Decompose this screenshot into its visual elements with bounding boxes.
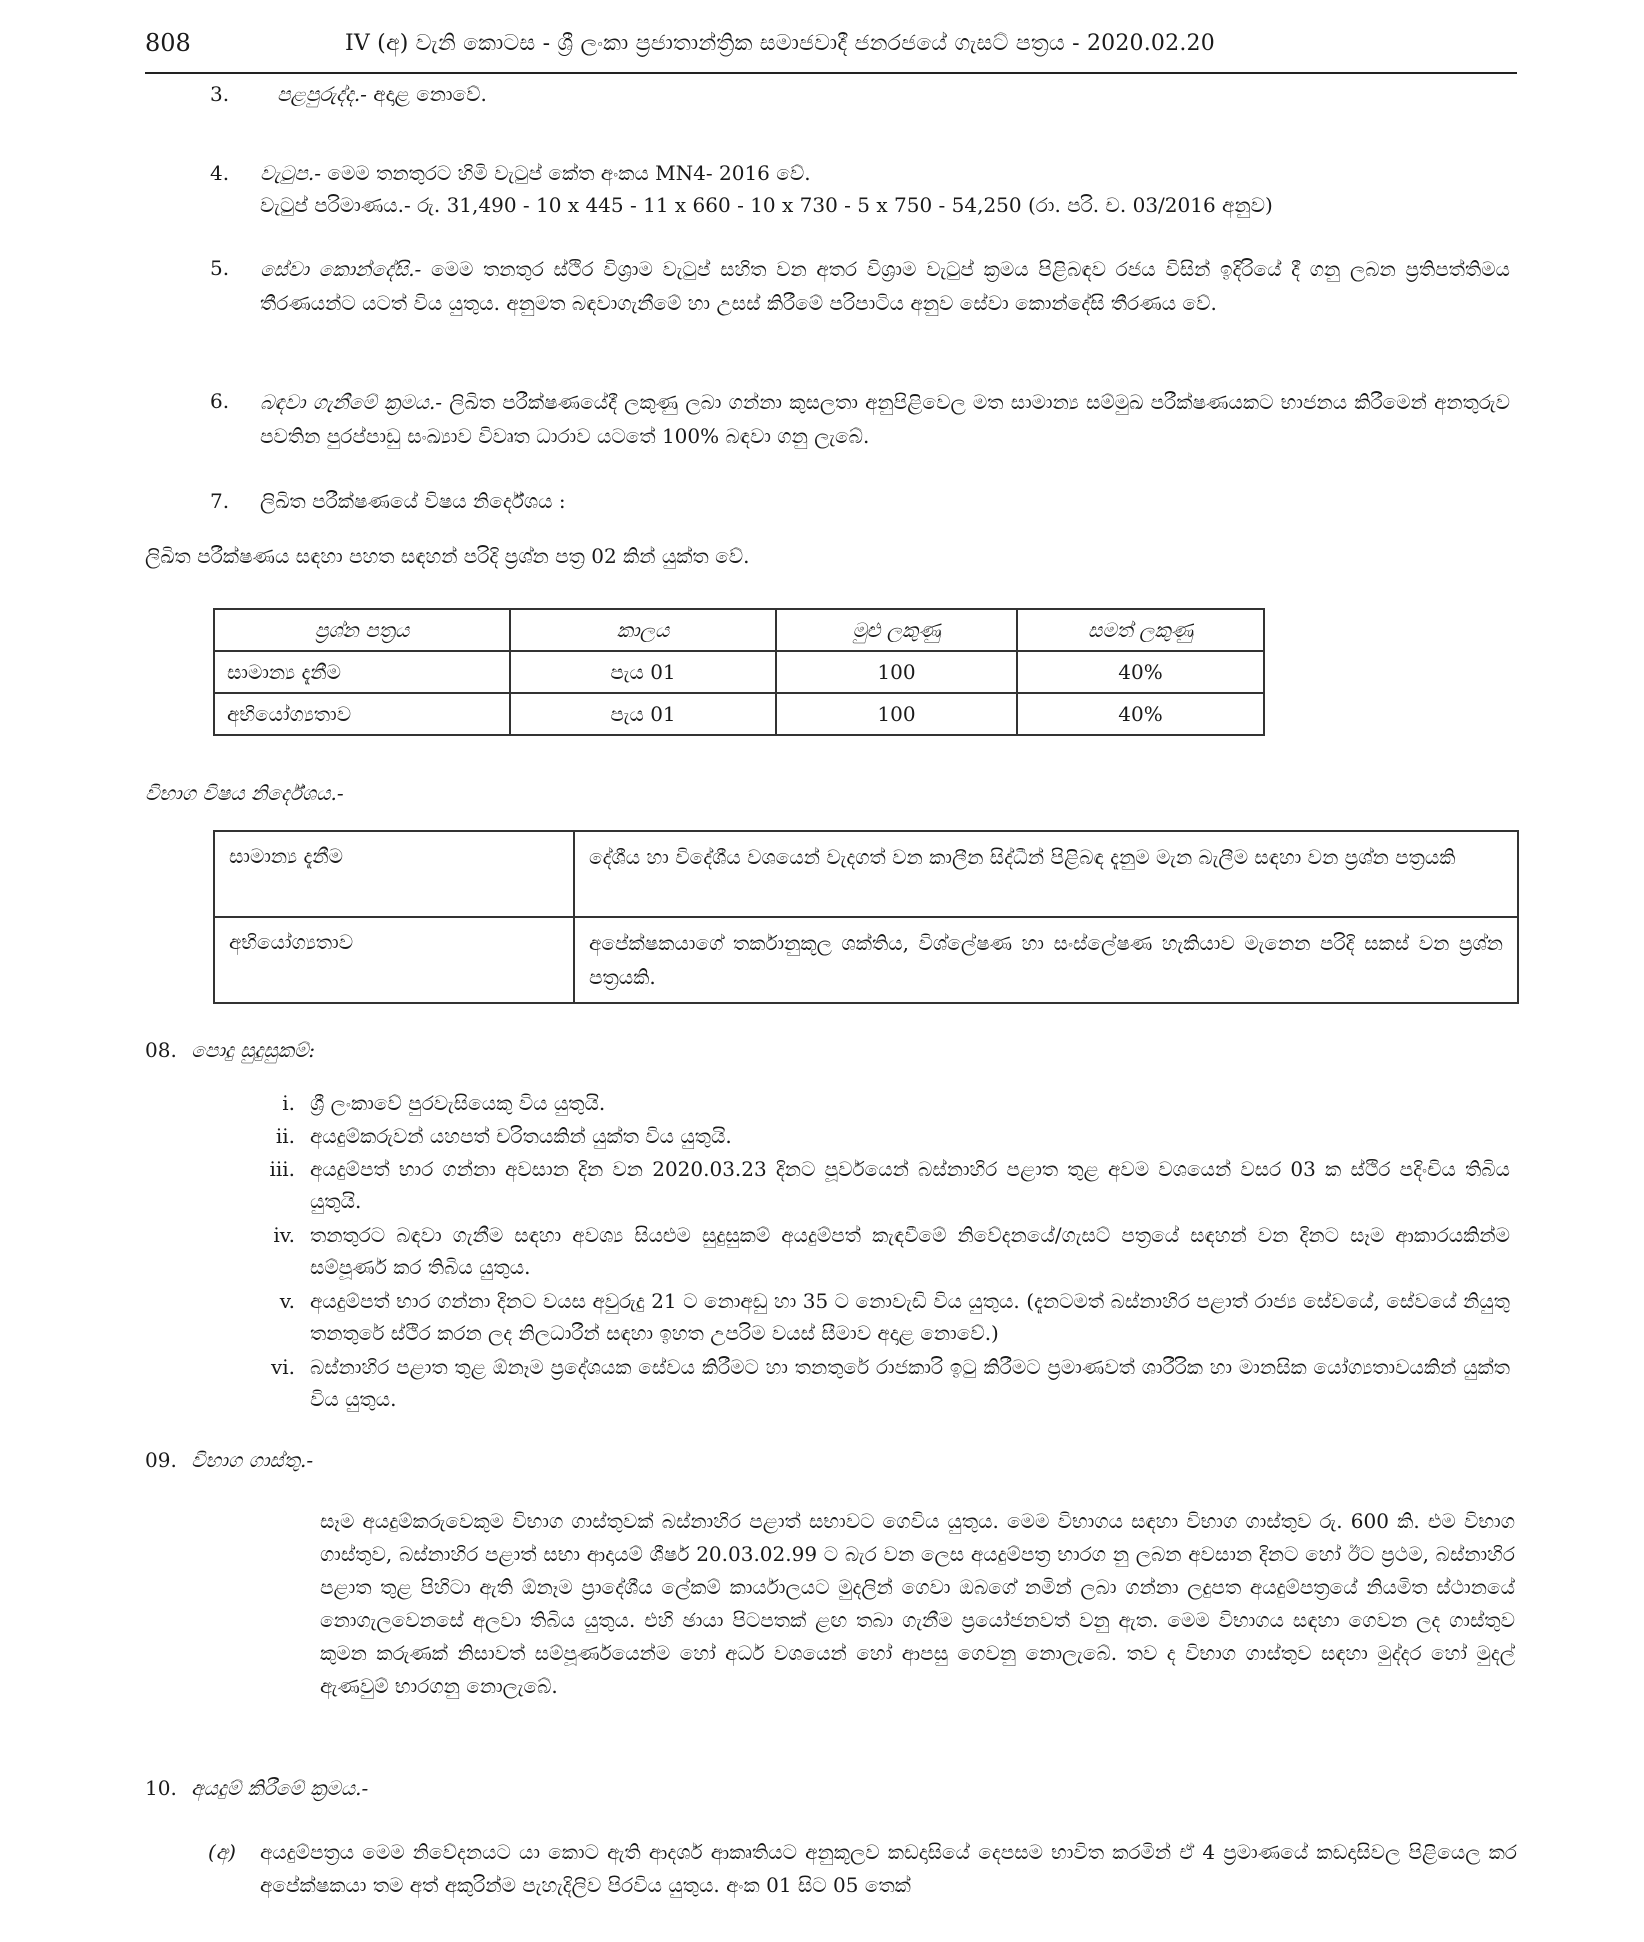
- list-number: i.: [282, 1091, 295, 1115]
- list-number: v.: [279, 1289, 295, 1313]
- table-cell: 40%: [1017, 693, 1264, 735]
- list-number: ii.: [275, 1124, 295, 1148]
- table-cell: සාමාන්‍ය දැනීම: [214, 651, 510, 693]
- section-09-heading: [145, 1444, 313, 1476]
- list-number: iv.: [273, 1223, 295, 1247]
- table-cell: 40%: [1017, 651, 1264, 693]
- item-text: අදාළ නොවේ.: [366, 82, 487, 106]
- item-number: 4.: [210, 161, 230, 185]
- list-number: iii.: [269, 1157, 295, 1181]
- syllabus-heading: විභාග විෂය නිර්දේශය.-: [145, 781, 344, 805]
- section-number: 09.: [145, 1448, 177, 1472]
- fee-paragraph: සෑම අයදුම්කරුවෙකුම විභාග ගාස්තුවක් බස්නාහිර පළාත් සභාවට ගෙවිය යුතුය. මෙම විභාගය සඳහා විභාග ගාස්තුව රු. 600 කි. එම විභාග ගාස්තුව, බස්නාහිර පළාත් සභා ආදායම් ශීර්ෂ 20.03.02.99 ට බැර වන ලෙස අයදුම්පත්‍ර භාරග නු ලබන අවසාන දිනට හෝ ඊට ප්‍රථම, බස්නාහිර පළාත තුළ පිහිටා ඇති ඕනෑම ප්‍රාදේශීය ලේකම් කාර්යාලයට මුදලින් ගෙවා ඔබගේ නමින් ලබා ගන්නා ලදුපත අයදුම්පත්‍රයේ නියමිත ස්ථානයේ නොගැලවෙනසේ අලවා තිබිය යුතුය. එහි ඡායා පිටපතක් ළඟ තබා ගැනීම ප්‍රයෝජනවත් වනු ඇත. මෙම විභාගය සඳහා ගෙවන ලද ගාස්තුව කුමන කරුණක් නිසාවත් සම්පූර්ණයෙන්ම හෝ අර්ධ වශයෙන් හෝ ආපසු ගෙවනු නොලැබේ. තව ද විභාග ගාස්තුව සඳහා මුද්දර හෝ මුදල් ඇණවුම් භාරගනු නොලැබේ.: [320, 1509, 1515, 1698]
- item-text: මෙම තනතුර ස්ථිර විශ්‍රාම වැටුප් සහිත වන අතර විශ්‍රාම වැටුප් ක්‍රමය පිළිබඳව රජය විසින් ඉදිරියේ දී ගනු ලබන ප්‍රතිපත්තිමය තීරණයන්ට යටත් විය යුතුය. අනුමත බඳවාගැනීමේ හා උසස් කිරීමේ පරිපාටිය අනුව සේවා කොන්දේසි තීරණය වේ.: [260, 257, 1510, 315]
- exam-table: [213, 608, 1265, 736]
- page-number: 808: [145, 29, 191, 57]
- item-number: 7.: [210, 489, 230, 513]
- item-number: 5.: [210, 256, 230, 280]
- item-label: සේවා කොන්දේසි.-: [260, 257, 422, 281]
- table-header: මුළු ලකුණු: [776, 609, 1017, 651]
- list-text: අයදුම්පත් භාර ගන්නා අවසාන දින වන 2020.03.23 දිනට පූර්වයෙන් බස්නාහිර පළාත තුළ අවම වශයෙන් වසර 03 ක ස්ථිර පදිංචිය තිබිය යුතුයි.: [310, 1157, 1510, 1213]
- item-label: පළපුරුද්ද.-: [277, 82, 367, 106]
- page-header: [145, 22, 1517, 74]
- list-text: බස්නාහිර පළාත තුළ ඕනෑම ප්‍රදේශයක සේවය කිරීමට හා තනතුරේ රාජකාරි ඉටු කිරීමට ප්‍රමාණවත් ශාරීරික හා මානසික යෝග්‍යතාවයකින් යුක්ත විය යුතුය.: [310, 1355, 1510, 1411]
- sub-item-text: අයදුම්පත්‍රය මෙම නිවේදනයට යා කොට ඇති ආදර්ශ ආකෘතියට අනුකූලව කඩදාසියේ දෙපසම භාවිත කරමින් ඒ 4 ප්‍රමාණයේ කඩදාසිවල පිළියෙල කර අපේක්ෂකයා තම අත් අකුරින්ම පැහැදිලිව පිරවිය යුතුය. අංක 01 සිට 05 තෙක්: [260, 1840, 1517, 1897]
- table-header: කාලය: [510, 609, 776, 651]
- table-cell: අභියෝග්‍යතාව: [214, 917, 574, 1003]
- sub-item-label: (අ): [208, 1840, 236, 1864]
- table-cell: 100: [776, 693, 1017, 735]
- item-number: 6.: [210, 389, 230, 413]
- table-cell: පැය 01: [510, 693, 776, 735]
- table-row: [214, 651, 1264, 693]
- section-08-heading: [145, 1034, 315, 1066]
- table-header: ප්‍රශ්න පත්‍රය: [214, 609, 510, 651]
- salary-scale: වැටුප් පරිමාණය.- රු. 31,490 - 10 x 445 - 11 x 660 - 10 x 730 - 5 x 750 - 54,250 (රා. පරි. ච. 03/2016 අනුව): [260, 193, 1273, 217]
- list-text: ශ්‍රී ලංකාවේ පුරවැසියෙකු විය යුතුයි.: [310, 1091, 606, 1115]
- intro-line: ලිඛිත පරීක්ෂණය සඳහා පහත සඳහන් පරිදි ප්‍රශ්න පත්‍ර 02 කින් යුක්ත වේ.: [145, 544, 750, 568]
- item-text: ලිඛිත පරීක්ෂණයේදී ලකුණු ලබා ගන්නා කුසලතා අනුපිළිවෙල මත සාමාන්‍ය සම්මුඛ පරීක්ෂණයකට භාජනය කිරීමෙන් අනතුරුව පවතින පුරප්පාඩු සංඛ්‍යාව විවෘත ධාරාව යටතේ 100% බඳවා ගනු ලැබේ.: [260, 390, 1510, 448]
- section-title: විභාග ගාස්තු.-: [191, 1448, 314, 1472]
- item-label: වැටුප.-: [260, 161, 321, 185]
- list-number: vi.: [270, 1355, 295, 1379]
- item-text: මෙම තනතුරට හිමි වැටුප් කේත අංකය MN4- 2016 වේ.: [321, 161, 811, 185]
- section-number: 10.: [145, 1776, 177, 1800]
- header-title: IV (අ) වැනි කොටස - ශ්‍රී ලංකා ප්‍රජාතාන්ත්‍රික සමාජවාදී ජනරජයේ ගැසට් පත්‍රය - 2020.02.20: [345, 31, 1215, 56]
- table-cell: සාමාන්‍ය දැනීම: [214, 831, 574, 917]
- section-title: පොදු සුදුසුකම්:: [191, 1038, 316, 1062]
- section-number: 08.: [145, 1038, 177, 1062]
- table-cell: අභියෝග්‍යතාව: [214, 693, 510, 735]
- list-text: අයදුම්කරුවන් යහපත් චරිතයකින් යුක්ත විය යුතුයි.: [310, 1124, 732, 1148]
- table-row: [214, 917, 1518, 1003]
- item-text: ලිඛිත පරීක්ෂණයේ විෂය නිර්දේශය :: [260, 489, 566, 513]
- table-cell: දේශීය හා විදේශීය වශයෙන් වැදගත් වන කාලීන සිද්ධීන් පිළිබඳ දැනුම මැන බැලීම සඳහා වන ප්‍රශ්න පත්‍රයකි: [574, 831, 1518, 917]
- section-title: අයදුම් කිරීමේ ක්‍රමය.-: [191, 1776, 369, 1800]
- item-number: 3.: [210, 82, 230, 106]
- syllabus-table: [213, 830, 1519, 1004]
- table-row: [214, 831, 1518, 917]
- section-10-heading: [145, 1772, 368, 1804]
- table-row: [214, 693, 1264, 735]
- table-header: සමත් ලකුණු: [1017, 609, 1264, 651]
- table-cell: පැය 01: [510, 651, 776, 693]
- list-text: අයදුම්පත් භාර ගන්නා දිනට වයස අවුරුදු 21 ට නොඅඩු හා 35 ට නොවැඩි විය යුතුය. (දැනටමත් බස්නාහිර පළාත් රාජ්‍ය සේවයේ, සේවයේ නියුතු තනතුරේ ස්ථිර කරන ලද නිලධාරීන් සඳහා ඉහත උපරිම වයස් සීමාව අදාළ නොවේ.): [310, 1289, 1510, 1345]
- table-cell: අපේක්ෂකයාගේ තර්කානුකූල ශක්තිය, විශ්ලේෂණ හා සංස්ලේෂණ හැකියාව මැනෙන පරිදි සකස් වන ප්‍රශ්න පත්‍රයකි.: [574, 917, 1518, 1003]
- table-header-row: [214, 609, 1264, 651]
- list-text: තනතුරට බඳවා ගැනීම සඳහා අවශ්‍ය සියළුම සුදුසුකම් අයදුම්පත් කැඳවීමේ නිවේදනයේ/ගැසට් පත්‍රයේ සඳහන් වන දිනට සෑම ආකාරයකින්ම සම්පූර්ණ කර තිබිය යුතුය.: [310, 1223, 1510, 1279]
- item-label: බඳවා ගැනීමේ ක්‍රමය.-: [260, 390, 443, 414]
- table-cell: 100: [776, 651, 1017, 693]
